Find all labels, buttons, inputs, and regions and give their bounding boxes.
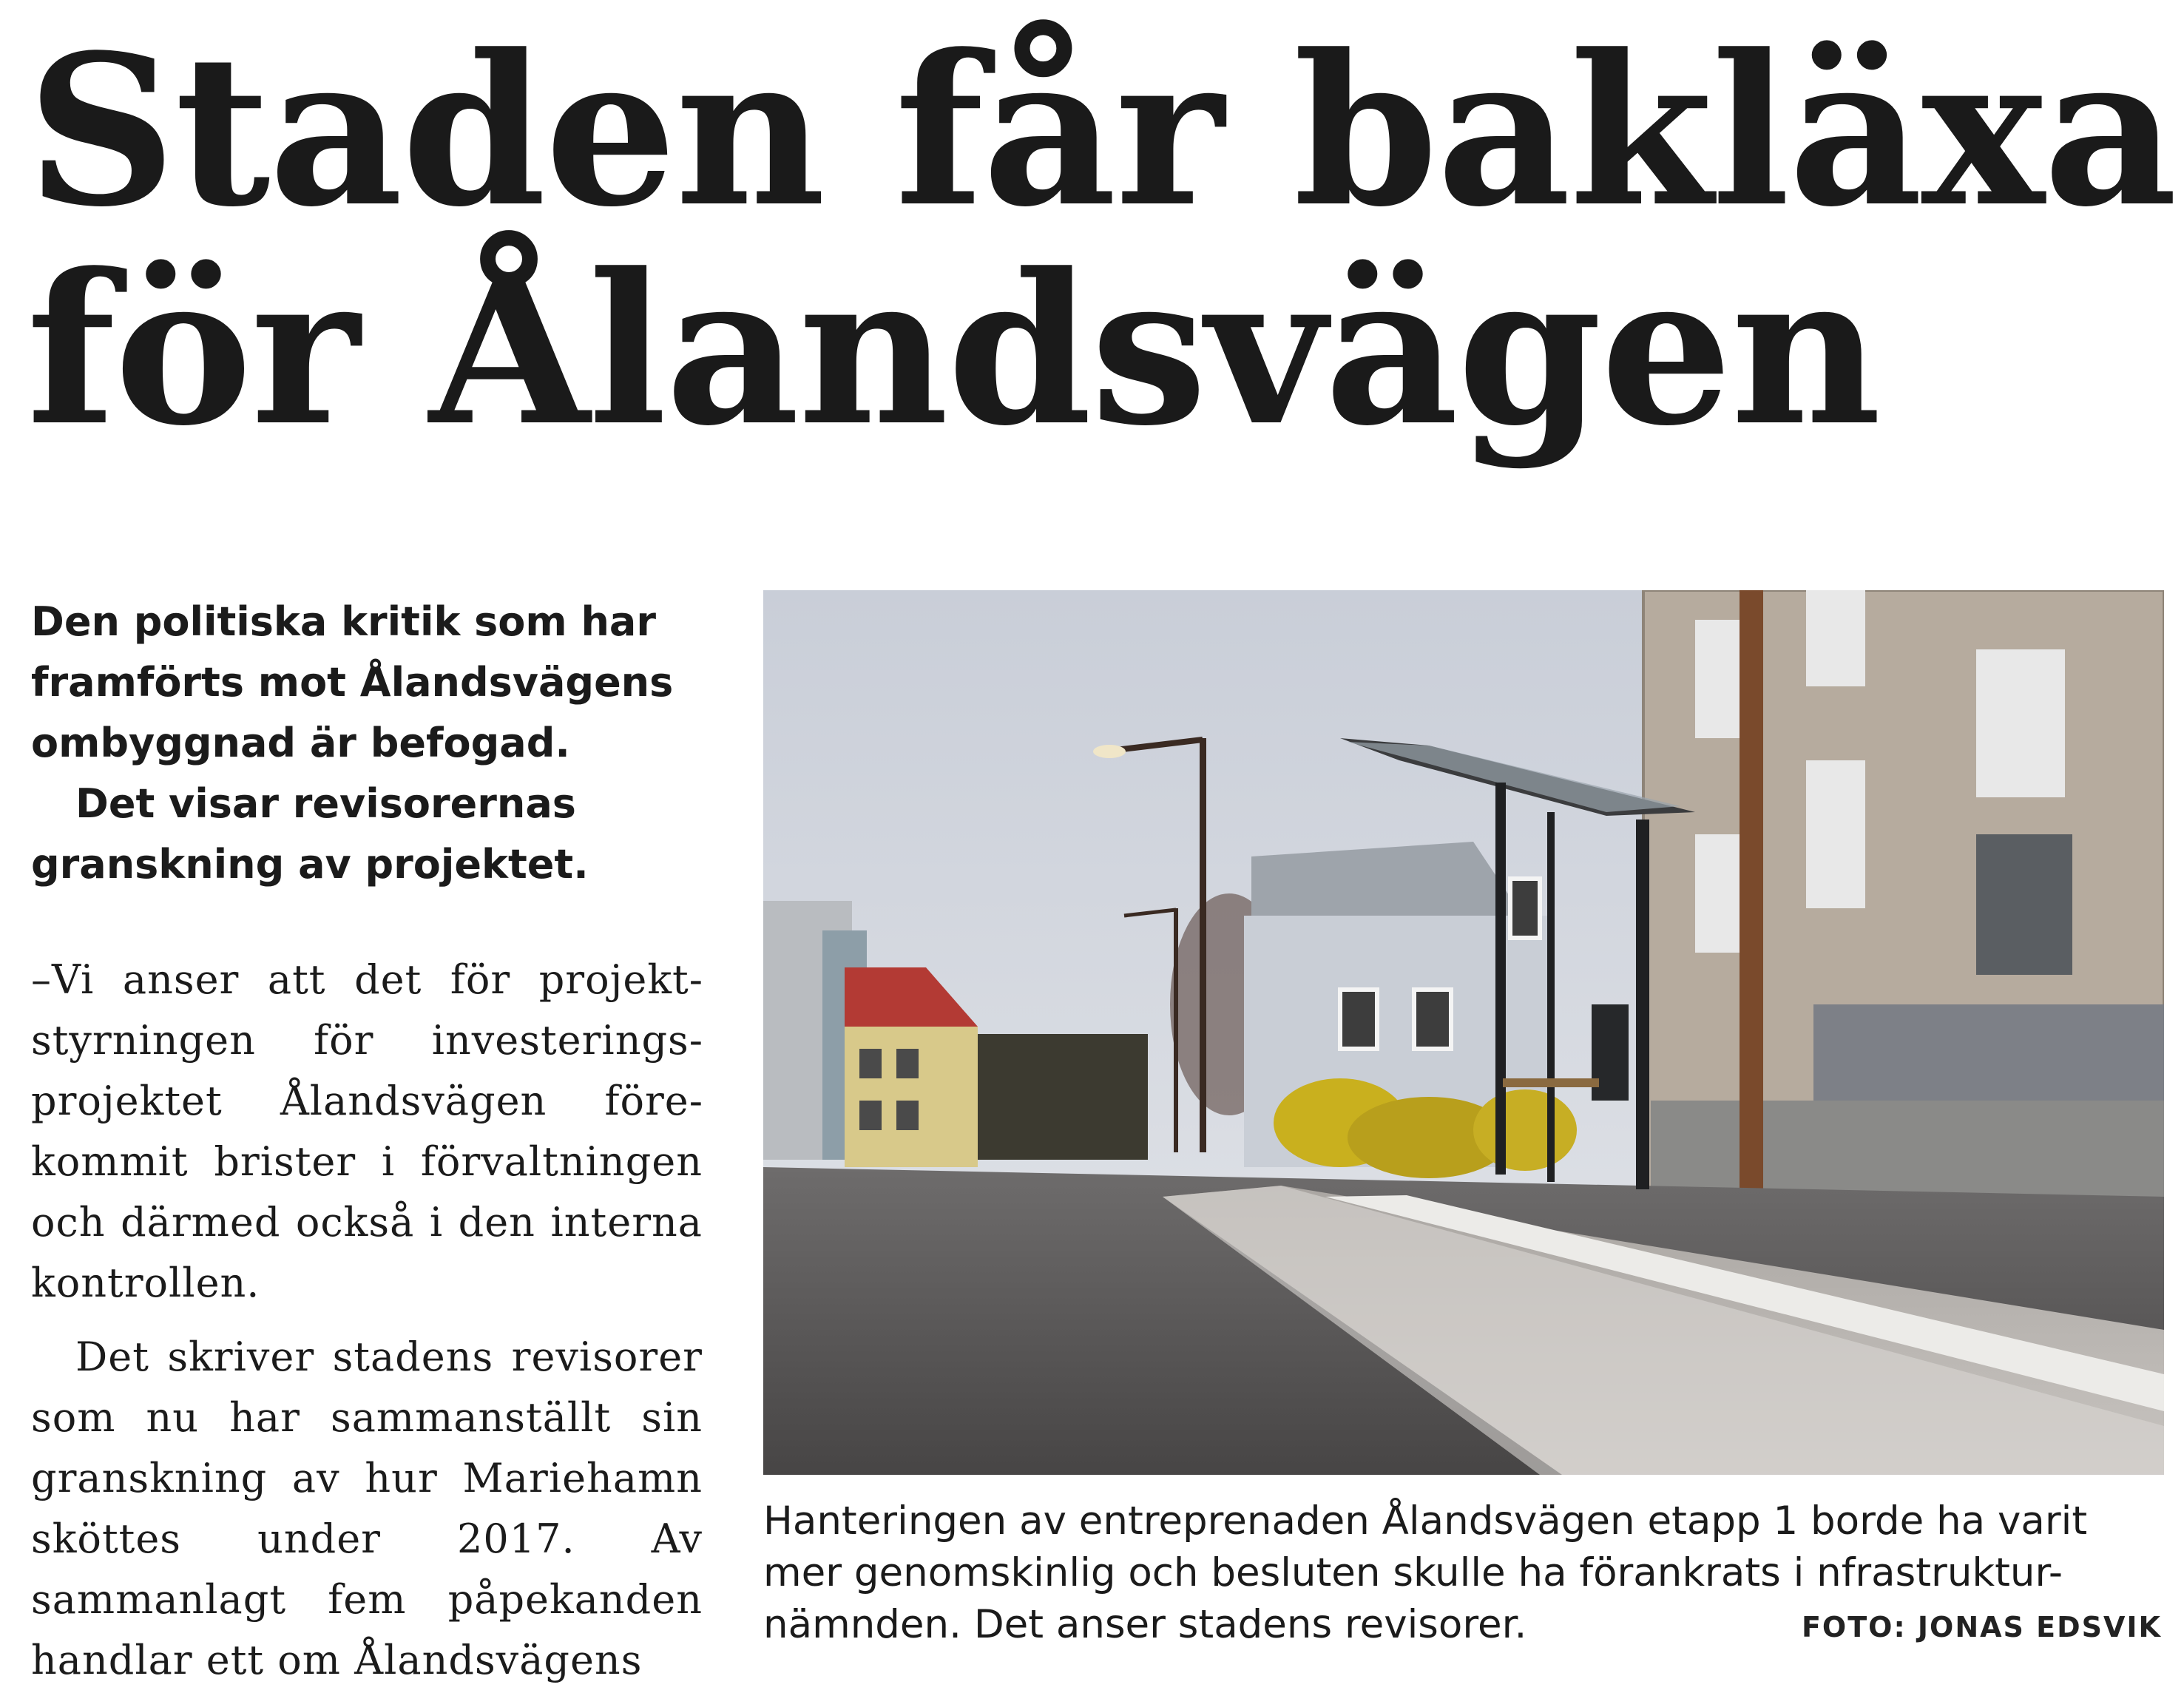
caption-line: mer genomskinlig och besluten skulle ha förankrats i nfrastruktur- [763, 1550, 2063, 1595]
lede-line: framförts mot Ålandsvägens [31, 659, 674, 706]
lede [31, 592, 726, 895]
bus-stop-street-illustration [763, 590, 2164, 1475]
headline-line-1: Staden får bakläxa [27, 10, 2177, 253]
lede-line: ombyggnad är befogad. [31, 720, 570, 766]
headline-line-2: för Ålandsvägen [27, 229, 1880, 472]
headline [27, 10, 2177, 472]
lede-line: Det visar revisorernas [75, 780, 576, 827]
lede-line: granskning av projektet. [31, 841, 589, 888]
caption-line: nämnden. Det anser stadens revisorer. [763, 1602, 1527, 1647]
lede-line: Den politiska kritik som har [31, 598, 656, 645]
photo-credit: FOTO: JONAS EDSVIK [1801, 1611, 2162, 1643]
body-paragraph: –Vi anser att det för projektstyrningen för investeringsprojektet Ålandsvägen förekommit brister i förvaltningen och därmed också i den interna kontrollen. [31, 956, 703, 1306]
caption-line: Hanteringen av entreprenaden Ålandsvägen etapp 1 borde ha varit [763, 1498, 2088, 1544]
article-body [31, 950, 703, 1691]
news-photo [763, 590, 2164, 1475]
body-paragraph: Det skriver stadens revisorer som nu har sammanställt sin granskning av hur Mariehamn sköttes under 2017. Av sammanlagt fem påpekanden handlar ett om Ålandsvägens [31, 1334, 703, 1683]
